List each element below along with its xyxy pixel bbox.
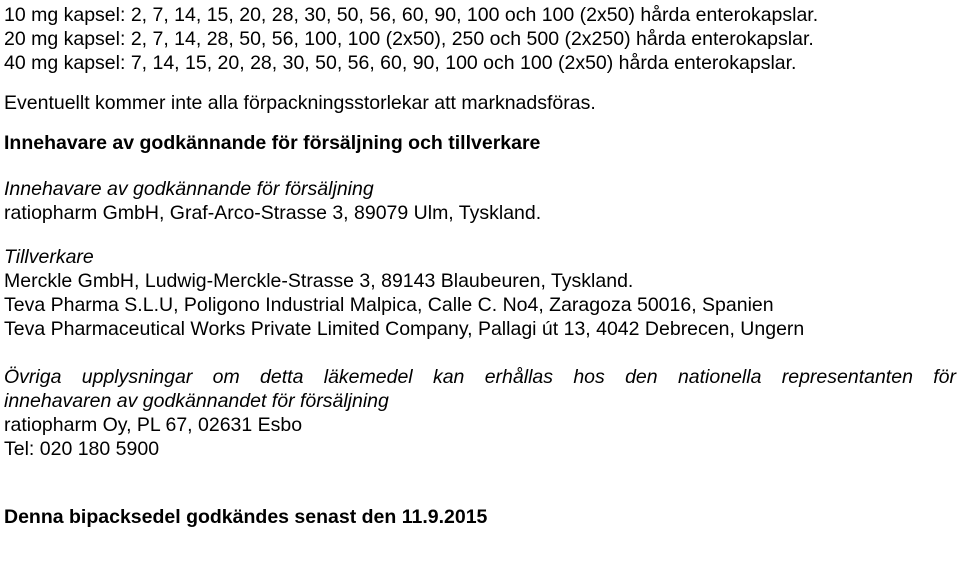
local-rep-intro: [4, 365, 956, 389]
pack-size-10mg: 10 mg kapsel: 2, 7, 14, 15, 20, 28, 30, 50, 56, 60, 90, 100 och 100 (2x50) hårda enterokapslar.: [4, 4, 819, 26]
marketing-note: Eventuellt kommer inte alla förpackningsstorlekar att marknadsföras.: [4, 92, 596, 114]
intro-word: nationella: [677, 366, 762, 388]
pack-size-40mg: 40 mg kapsel: 7, 14, 15, 20, 28, 30, 50, 56, 60, 90, 100 och 100 (2x50) hårda enterokapslar.: [4, 52, 797, 74]
intro-word: Övriga: [4, 366, 62, 388]
holder-address: ratiopharm GmbH, Graf-Arco-Strasse 3, 89079 Ulm, Tyskland.: [4, 202, 542, 224]
intro-word: den: [625, 366, 658, 388]
local-rep-intro-line2: innehavaren av godkännandet för försäljning: [4, 390, 389, 412]
intro-word: upplysningar: [81, 366, 193, 388]
local-rep-phone: Tel: 020 180 5900: [4, 438, 160, 460]
intro-word: kan: [432, 366, 465, 388]
manufacturer-1: Merckle GmbH, Ludwig-Merckle-Strasse 3, 89143 Blaubeuren, Tyskland.: [4, 270, 634, 292]
intro-word: om: [212, 366, 240, 388]
intro-word: erhållas: [484, 366, 553, 388]
leaflet-page: [4, 0, 956, 529]
intro-word: hos: [573, 366, 605, 388]
local-rep-name-address: ratiopharm Oy, PL 67, 02631 Esbo: [4, 414, 303, 436]
approval-date: Denna bipacksedel godkändes senast den 11.9.2015: [4, 506, 488, 528]
intro-word: detta: [260, 366, 304, 388]
pack-size-20mg: 20 mg kapsel: 2, 7, 14, 28, 50, 56, 100, 100 (2x50), 250 och 500 (2x250) hårda enterokapslar.: [4, 28, 814, 50]
manufacturer-label: Tillverkare: [4, 246, 94, 268]
intro-word: för: [933, 366, 956, 388]
holder-section-heading: Innehavare av godkännande för försäljning och tillverkare: [4, 132, 541, 154]
intro-word: representanten: [781, 366, 913, 388]
manufacturer-3: Teva Pharmaceutical Works Private Limited Company, Pallagi út 13, 4042 Debrecen, Ungern: [4, 318, 805, 340]
intro-word: läkemedel: [323, 366, 413, 388]
holder-label: Innehavare av godkännande för försäljning: [4, 178, 374, 200]
manufacturer-2: Teva Pharma S.L.U, Poligono Industrial Malpica, Calle C. No4, Zaragoza 50016, Spanien: [4, 294, 774, 316]
